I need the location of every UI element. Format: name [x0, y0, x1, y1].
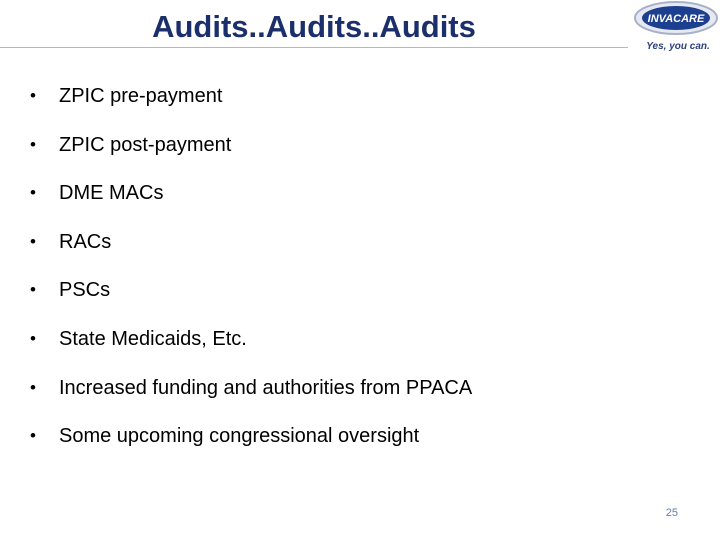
bullet-text: Increased funding and authorities from PPACA [59, 376, 473, 399]
slide-title: Audits..Audits..Audits [152, 9, 476, 44]
bullet-dot: • [30, 377, 36, 397]
logo-tagline: Yes, you can. [646, 41, 710, 52]
invacare-logo [630, 0, 720, 56]
bullet-text: PSCs [59, 279, 111, 302]
bullet-dot: • [30, 280, 36, 300]
bullet-dot: • [30, 134, 36, 154]
page-number: 25 [665, 507, 678, 519]
bullet-dot: • [30, 328, 36, 348]
bullet-dot: • [30, 183, 36, 203]
bullet-dot: • [30, 86, 36, 105]
bullet-text: ZPIC post-payment [59, 133, 232, 156]
bullet-dot: • [30, 426, 36, 446]
logo-brand-text: INVACARE [647, 13, 705, 25]
bullet-text: Some upcoming congressional oversight [59, 425, 420, 448]
bullet-text: RACs [59, 230, 112, 253]
title-divider [0, 47, 628, 48]
bullet-dot: • [30, 231, 36, 251]
bullet-text: DME MACs [59, 182, 164, 205]
bullet-text: ZPIC pre-payment [59, 85, 223, 107]
bullet-text: State Medicaids, Etc. [59, 327, 247, 350]
